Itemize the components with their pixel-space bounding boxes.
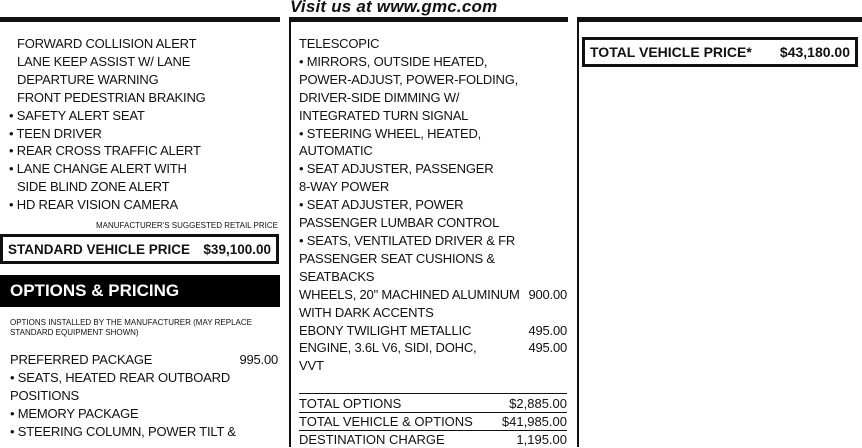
list-item: TELESCOPIC	[299, 36, 380, 51]
list-item: DRIVER-SIDE DIMMING W/	[299, 89, 460, 105]
list-item: AUTOMATIC	[299, 143, 373, 159]
list-item: PASSENGER SEAT CUSHIONS &	[299, 250, 495, 266]
preferred-package-price: 995.00	[239, 352, 278, 367]
list-item: DEPARTURE WARNING	[17, 71, 159, 87]
list-item: FRONT PEDESTRIAN BRAKING	[17, 89, 206, 105]
list-item: • MEMORY PACKAGE	[10, 405, 139, 421]
msrp-caption: MANUFACTURER'S SUGGESTED RETAIL PRICE	[96, 221, 278, 230]
total-options-row	[299, 395, 567, 413]
priced-options	[299, 286, 567, 376]
options-note-line: OPTIONS INSTALLED BY THE MANUFACTURER (MAY REPLACE	[10, 318, 252, 327]
total-value: $41,985.00	[501, 414, 567, 429]
list-item: POSITIONS	[10, 387, 79, 403]
list-item: • SEATS, HEATED REAR OUTBOARD	[10, 369, 231, 385]
total-label: DESTINATION CHARGE	[299, 432, 445, 447]
total-price-value: $43,180.00	[779, 44, 850, 60]
option-label: EBONY TWILIGHT METALLIC	[299, 322, 472, 338]
list-item: • SEAT ADJUSTER, PASSENGER	[299, 161, 494, 177]
total-price-label: TOTAL VEHICLE PRICE*	[590, 44, 752, 60]
preferred-package-row	[10, 351, 278, 369]
list-item: SIDE BLIND ZONE ALERT	[17, 179, 170, 195]
standard-price-box	[0, 234, 279, 264]
options-pricing-banner: OPTIONS & PRICING	[0, 275, 280, 307]
option-price: 495.00	[528, 322, 567, 338]
standard-price-label: STANDARD VEHICLE PRICE	[8, 241, 191, 257]
option-row-wheels	[299, 286, 567, 304]
list-item: PASSENGER LUMBAR CONTROL	[299, 215, 500, 231]
preferred-package-label: PREFERRED PACKAGE	[10, 352, 153, 367]
standard-price-value: $39,100.00	[203, 241, 271, 257]
column-standard-equipment	[0, 22, 280, 447]
list-item: LANE KEEP ASSIST W/ LANE	[17, 53, 191, 69]
option-label: ENGINE, 3.6L V6, SIDI, DOHC,	[299, 340, 477, 356]
totals-block	[299, 393, 567, 448]
option-label-cont: VVT	[299, 358, 324, 374]
list-item: • LANE CHANGE ALERT WITH	[9, 161, 187, 177]
list-item: • HD REAR VISION CAMERA	[9, 197, 178, 213]
option-price: 495.00	[528, 340, 567, 356]
list-item: • SAFETY ALERT SEAT	[9, 107, 145, 123]
total-label: TOTAL VEHICLE & OPTIONS	[299, 414, 473, 429]
column-divider-2	[577, 17, 579, 447]
header-rule-right	[578, 17, 862, 22]
list-item: • SEAT ADJUSTER, POWER	[299, 197, 464, 213]
total-value: $2,885.00	[509, 396, 567, 411]
options-note	[10, 318, 252, 337]
list-item: 8-WAY POWER	[299, 179, 390, 195]
total-label: TOTAL OPTIONS	[299, 396, 402, 411]
list-item: • REAR CROSS TRAFFIC ALERT	[9, 143, 201, 159]
option-row-paint	[299, 322, 567, 340]
preferred-package	[10, 351, 278, 441]
total-value: 1,195.00	[516, 432, 567, 447]
list-item: • TEEN DRIVER	[9, 125, 102, 141]
column-divider-1	[289, 17, 291, 447]
safety-features-list	[9, 35, 206, 214]
list-item: • SEATS, VENTILATED DRIVER & FR	[299, 232, 516, 248]
package-contents-list	[299, 35, 567, 375]
option-label-cont: WITH DARK ACCENTS	[299, 304, 434, 320]
list-item: INTEGRATED TURN SIGNAL	[299, 107, 469, 123]
total-vehicle-options-row	[299, 413, 567, 431]
option-row-engine	[299, 339, 567, 357]
list-item: SEATBACKS	[299, 268, 375, 284]
options-note-line: STANDARD EQUIPMENT SHOWN)	[10, 327, 139, 337]
list-item: POWER-ADJUST, POWER-FOLDING,	[299, 71, 519, 87]
option-price: 900.00	[528, 286, 567, 302]
list-item: • STEERING COLUMN, POWER TILT &	[10, 423, 236, 439]
option-label: WHEELS, 20" MACHINED ALUMINUM	[299, 286, 520, 302]
total-vehicle-price-box	[582, 37, 858, 67]
list-item: • STEERING WHEEL, HEATED,	[299, 125, 482, 141]
header-url: Visit us at www.gmc.com	[290, 0, 498, 16]
destination-charge-row	[299, 431, 567, 448]
list-item: FORWARD COLLISION ALERT	[17, 36, 197, 51]
list-item: • MIRRORS, OUTSIDE HEATED,	[299, 53, 488, 69]
column-options	[299, 22, 569, 447]
